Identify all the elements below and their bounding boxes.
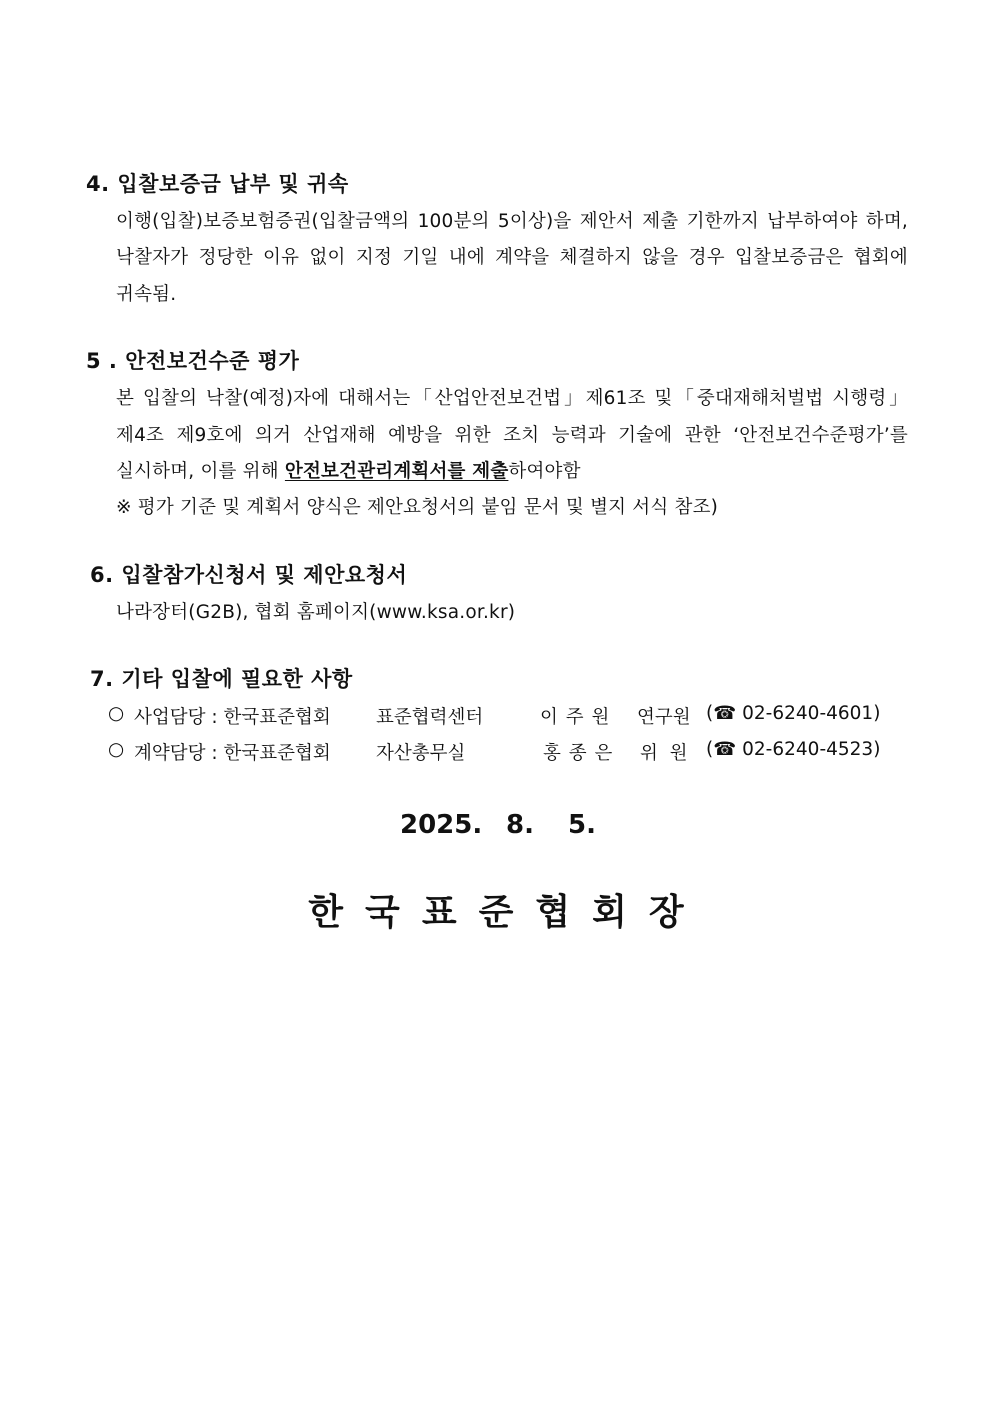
contact-dept: 표준협력센터	[376, 707, 484, 728]
section-5-note: ※ 평가 기준 및 계획서 양식은 제안요청서의 붙임 문서 및 별지 서식 참조)	[116, 497, 719, 518]
contact-phone: (☎ 02-6240-4601)	[706, 703, 881, 724]
section-5-line-2: 제4조 제9호에 의거 산업재해 예방을 위한 조치 능력과 기술에 관한 ‘안전보건수준평가’를	[116, 425, 908, 446]
contact-dept: 자산총무실	[376, 743, 466, 764]
section-5-emphasis: 안전보건관리계획서를 제출	[284, 461, 509, 482]
section-6-title: 6. 입찰참가신청서 및 제안요청서	[90, 563, 408, 587]
section-6-text: 나라장터(G2B), 협회 홈페이지(www.ksa.or.kr)	[116, 602, 516, 623]
contact-role: 계약담당 : 한국표준협회	[134, 743, 331, 764]
date-month: 8.	[506, 810, 534, 840]
bullet-icon: ○	[108, 703, 125, 724]
contact-phone: (☎ 02-6240-4523)	[706, 739, 881, 760]
section-7-title: 7. 기타 입찰에 필요한 사항	[90, 667, 353, 691]
section-4-title: 4. 입찰보증금 납부 및 귀속	[86, 172, 349, 196]
contact-name: 홍 종 은	[543, 743, 614, 764]
section-4-line-1: 이행(입찰)보증보험증권(입찰금액의 100분의 5이상)을 제안서 제출 기한까지 납부하여야 하며,	[116, 211, 908, 232]
section-5-title: 5 . 안전보건수준 평가	[86, 349, 300, 373]
section-4-line-2: 낙찰자가 정당한 이유 없이 지정 기일 내에 계약을 체결하지 않을 경우 입찰보증금은 협회에	[116, 247, 908, 268]
section-4-line-3: 귀속됨.	[116, 284, 177, 305]
section-5-line-3-pre: 실시하며, 이를 위해	[116, 461, 285, 482]
date-year: 2025.	[400, 810, 483, 840]
section-5-line-3	[116, 457, 581, 483]
section-5-line-1: 본 입찰의 낙찰(예정)자에 대해서는「산업안전보건법」제61조 및「중대재해처벌법 시행령」	[116, 388, 908, 409]
contact-position: 위 원	[640, 743, 688, 764]
contact-name: 이 주 원	[540, 707, 611, 728]
contact-position: 연구원	[637, 707, 691, 728]
contact-role: 사업담당 : 한국표준협회	[134, 707, 331, 728]
date-day: 5.	[568, 810, 596, 840]
bullet-icon: ○	[108, 739, 125, 760]
section-5-line-3-post: 하여야함	[508, 461, 581, 482]
issuer-signature: 한국표준협회장	[308, 891, 706, 933]
